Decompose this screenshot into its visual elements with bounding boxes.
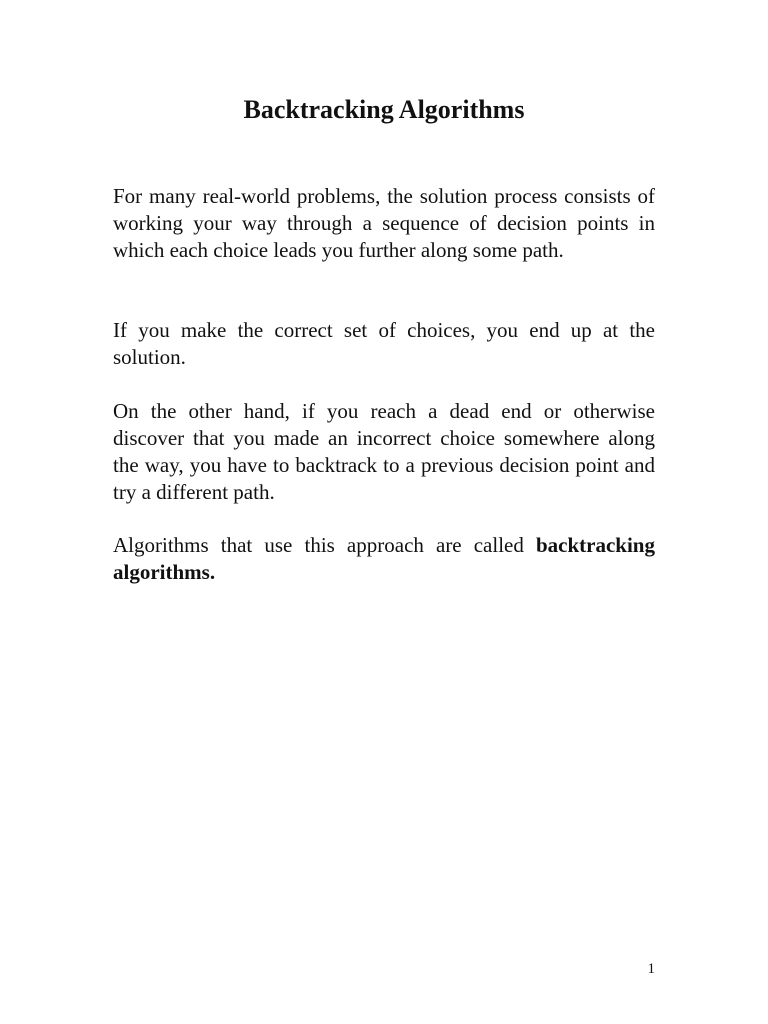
paragraph-definition <box>113 532 655 586</box>
page-title: Backtracking Algorithms <box>243 95 525 124</box>
definition-term: backtracking algorithms. <box>113 533 655 584</box>
definition-text: Algorithms that use this approach are called <box>113 533 536 557</box>
paragraph-correct-choices: If you make the correct set of choices, you end up at the solution. <box>113 318 655 369</box>
page-number: 1 <box>647 961 655 977</box>
paragraph-dead-end: On the other hand, if you reach a dead end or otherwise discover that you made an incorrect choice somewhere along the way, you have to backtrack to a previous decision point and try a different path. <box>113 399 655 504</box>
paragraph-intro: For many real-world problems, the solution process consists of working your way through a sequence of decision points in which each choice leads you further along some path. <box>113 184 655 262</box>
